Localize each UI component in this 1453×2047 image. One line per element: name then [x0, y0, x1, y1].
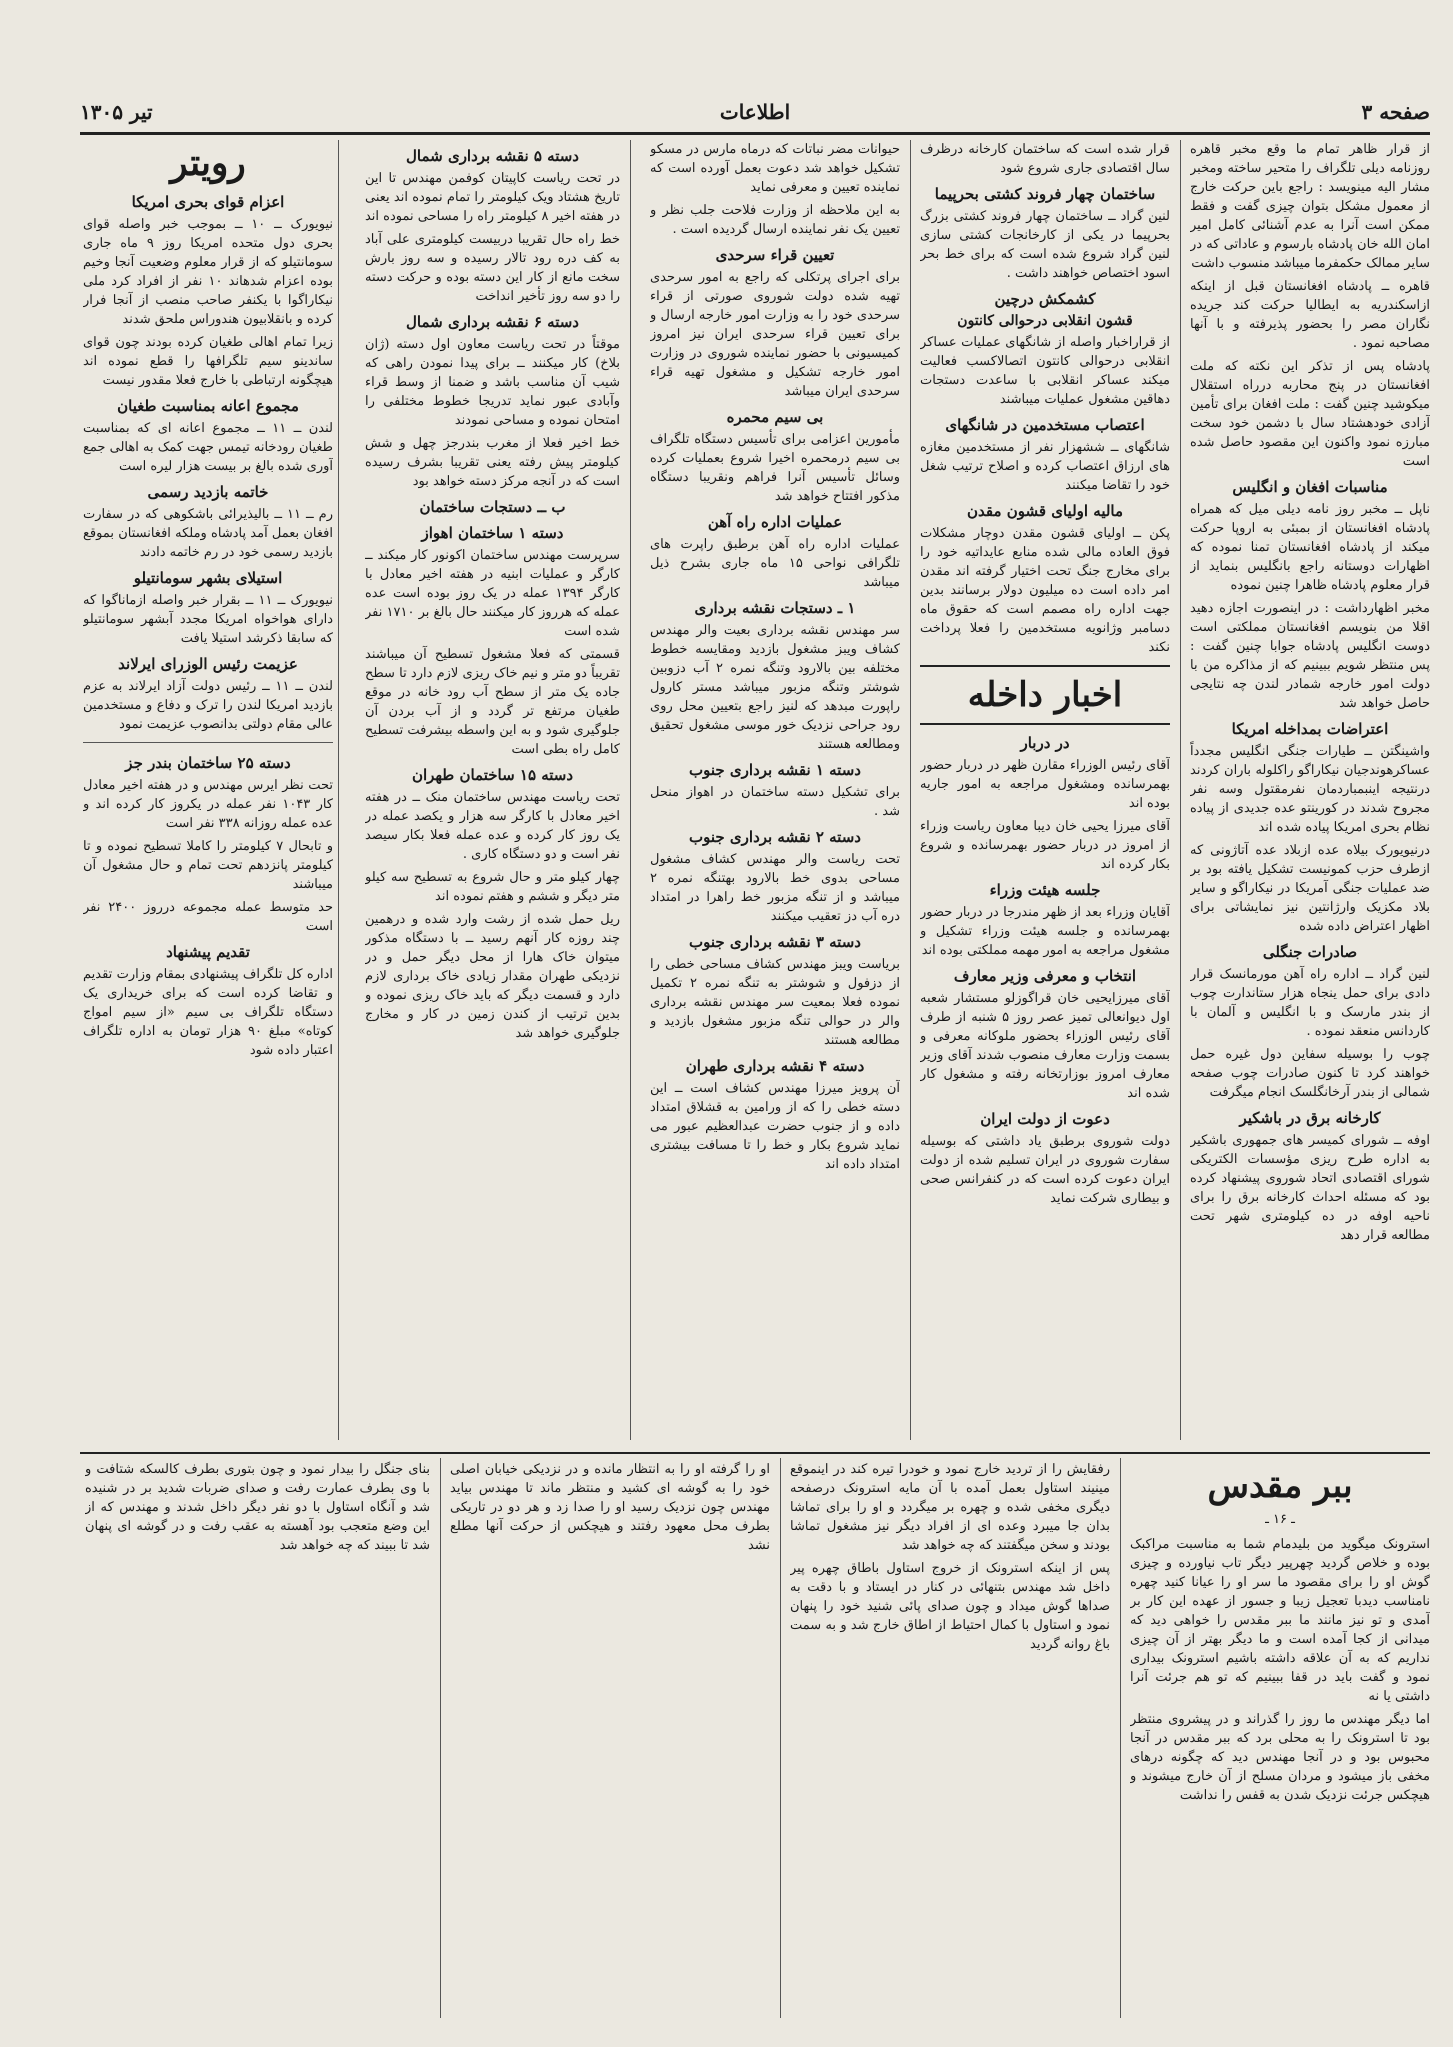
- serial-text: بنای جنگل را بیدار نمود و چون بتوری بطرف کالسکه شتافت و با وی بطرف عمارت رفت و صدای ضربات شدید بر در شنیده شد و آنگاه استاول با دو نفر دیگر داخل شدند و مهندس که از این وضع متعجب بود آهسته به عقب رفت و در گوشه ای پنهان شد تا ببیند که چه خواهد شد: [85, 1462, 430, 1553]
- headline: مالیه اولیای قشون مقدن: [966, 502, 1124, 520]
- article-text: از قراراخبار واصله از شانگهای عملیات عساکر انقلابی درحوالی کانتون اتصالاکسب فعالیت میکند عساکر انقلابی با ساعدت دستجات دهاقین مشغول عملیات میباشند: [920, 335, 1170, 407]
- article-text: پکن ــ اولیای قشون مقدن دوچار مشکلات فوق العاده مالی شده منابع عایداتیه خود را برای مخارج جنگ تحت اختیار گرفته اند مقدن امر داده است ده میلیون دولار برسانند بدین جهت اداره راه مصمم است که حقوق ماه دسامبر وژانویه مستخدمین را فعلا پرداخت نکند: [920, 526, 1170, 655]
- article-text: نیویورک ــ ۱۰ ــ بموجب خبر واصله قوای بحری دول متحده امریکا روز ۹ ماه جاری سومانتیلو که از قرار معلوم وضعیت آنجا وخیم بوده اعزام شدهاند ۱۰ نفر از افراد کرد ملی نیکاراگوا با یکنفر صاحب منصب از آنجا فرار کرده و بانقلابیون هندوراس ملحق شدند: [83, 217, 333, 327]
- article-text: لنین گراد ــ ساختمان چهار فروند کشتی بزرگ بحرپیما در یکی از کارخانجات کشتی سازی لنین گراد شروع شده است که برای خط بحر اسود اختصاص خواهند داشت .: [920, 209, 1170, 281]
- column-5: [83, 140, 333, 1450]
- column-divider: [1120, 1458, 1121, 2018]
- article-text: از قرار ظاهر تمام ما وقع مخبر قاهره روزنامه دیلی تلگراف را متحیر ساخته ومخبر مشار الیه مینویسد : راجع باین حرکت خارج از معمول مشکل بتوان چیزی گفت و فقط ممکن است آنرا به عدم آشنائی کامل امیر امان الله خان پادشاه بارسوم و عاداتی که در سایر ممالک حکمفرما میباشد منسوب داشت: [1190, 142, 1430, 271]
- headline: مناسبات افغان و انگلیس: [1232, 478, 1388, 496]
- headline: اعتراضات بمداخله امریکا: [1231, 720, 1389, 738]
- article-text: آقای میرزا یحیی خان دیبا معاون ریاست وزراء از امروز در دربار حضور بهمرسانده و شروع بکار کرده اند: [920, 819, 1170, 872]
- serial-divider: [80, 1452, 1430, 1454]
- headline: دسته ۴ نقشه برداری طهران: [685, 1057, 865, 1075]
- serial-text: رفقایش را از تردید خارج نمود و خودرا تیره کند در اینموقع مینیند استاول بعمل آمده با آن مایه استرونک درصفحه دیگری مخفی شده و چهره بر میگردد و او را برای تماشا بدان جا میبرد وعده ای از افراد دیگر نیز مشغول تماشا بودند و سخن میگفتند که چه خواهد شد: [790, 1462, 1110, 1553]
- article-text: و تابحال ۷ کیلومتر را کاملا تسطیح نموده و تا کیلومتر پانزدهم تحت تمام و حال مشغول آن میباشند: [83, 839, 333, 892]
- article-text: ریل حمل شده از رشت وارد شده و درهمین چند روزه کار آنهم رسید ــ با دستگاه مذکور میتوان خاک هارا از محل دیگر حمل و در نزدیکی طهران مقدار زیادی خاک برداری لازم دارد و قسمت دیگر که باید خاک ریزی نموده و بدین ترتیب از کندن زمین در کار و مخارج جلوگیری خواهد شد: [365, 912, 620, 1041]
- article-text: حد متوسط عمله مجموعه درروز ۲۴۰۰ نفر است: [83, 900, 333, 934]
- column-1: [1190, 140, 1430, 1450]
- headline: ب ــ دستجات ساختمان: [419, 498, 566, 516]
- article-text: قاهره ــ پادشاه افغانستان قبل از اینکه ازاسکندریه به ایطالیا حرکت کند جریده نگاران مصر را بحضور پذیرفته و با آنها مصاحبه نمود .: [1190, 279, 1430, 351]
- article-text: نیویورک ــ ۱۱ ــ بقرار خبر واصله ازماناگوا که دارای هواخواه امریکا مجدد آبشهر سومانتیلو که سابقا ذکرشد استیلا یافت: [83, 593, 333, 646]
- serial-column-4: [85, 1460, 430, 2020]
- headline: عزیمت رئیس الوزرای ایرلاند: [118, 655, 298, 673]
- article-text: قرار شده است که ساختمان کارخانه درظرف سال اقتصادی جاری شروع شود: [920, 142, 1170, 176]
- article-text: لندن ــ ۱۱ ــ رئیس دولت آزاد ایرلاند به عزم بازدید امریکا لندن را ترک و دفاع و مستخدمین عالی مقام دولتی بدانصوب عزیمت نمود: [83, 679, 333, 732]
- subheadline: قشون انقلابی درحوالی کانتون: [957, 313, 1133, 329]
- headline: دسته ۲۵ ساختمان بندر جز: [125, 754, 291, 772]
- article-text: موقتاً در تحت ریاست معاون اول دسته (ژان بلاخ) کار میکنند ــ برای پیدا نمودن راهی که شیب آن مناسب باشد و ضمنا از وسط قراء وآبادی عبور نماید تدریجا خطوط مختلفی را امتحان نموده و مساحی نمودند: [365, 337, 620, 428]
- article-text: عملیات اداره راه آهن برطبق راپرت های تلگرافی نواحی ۱۵ ماه جاری بشرح ذیل میباشد: [650, 537, 900, 590]
- column-divider: [338, 140, 339, 1440]
- serial-number: ـ ۱۶ ـ: [1265, 1512, 1295, 1527]
- article-text: خط راه حال تقریبا دربیست کیلومتری علی آباد به کف دره رود تالار رسیده و سه روز بارش سخت مانع از کار این دسته بوده و حرکت دسته را دو سه روز تأخیر انداخت: [365, 232, 620, 304]
- headline: اعزام قوای بحری امریکا: [131, 193, 285, 211]
- headline: بی سیم محمره: [726, 408, 824, 426]
- column-divider: [780, 1458, 781, 2018]
- article-box: [83, 742, 333, 936]
- headline: دسته ۲ نقشه برداری جنوب: [689, 828, 861, 846]
- article-text: سر مهندس نقشه برداری بعیت والر مهندس کشاف ویبز مشغول بازدید ومقایسه خطوط مختلفه بین بالارود وتنگه نمره ۲ آب دزوبین شوشتر وتنگه مزبور میباشد مستر کارول راپورت مبدهد که لنیز راجع بتعیین محل روی رود جراحی نزدیک خور موسی مشغول تحقیق ومطالعه هستند: [650, 623, 900, 752]
- article-text: تحت ریاست مهندس ساختمان منک ــ در هفته اخیر معادل با کارگر سه هزار و یکصد عمله در یک روز کار کرده و عده عمله فعلا بکار سیصد نفر است و دو دستگاه کاری .: [365, 790, 620, 862]
- article-text: ناپل ــ مخبر روز نامه دیلی میل که همراه پادشاه افغانستان از بمبئی به اروپا حرکت میکند از پادشاه افغانستان تمنا نموده که اظهارات دوستانه راجع بانگلیس بنماید از قرار معلوم پادشاه ظاهرا چنین نموده: [1190, 502, 1430, 593]
- article-text: سرپرست مهندس ساختمان اکونور کار میکند ــ کارگر و عملیات ابنیه در هفته اخیر معادل با کارگر ۱۳۹۴ عمله در یک روز بوده است عده عمله که هرروز کار میکنند حال بالغ بر ۱۷۱۰ نفر شده است: [365, 548, 620, 639]
- headline: مجموع اعانه بمناسبت طغیان: [117, 397, 299, 415]
- serial-text: او را گرفته او را به انتظار مانده و در نزدیکی خیابان اصلی خود را به گوشه ای کشید و منتظر ماند تا مهندس بیاید مهندس چون نزدیک رسید او را صدا زد و هر دو در تاریکی بطرف محل معهود رفتند و هیچکس از حرکت آنها مطلع نشد: [450, 1462, 770, 1553]
- article-text: شانگهای ــ ششهزار نفر از مستخدمین مغازه های ارزاق اعتصاب کرده و اصلاح ترتیب شغل خود را تقاضا میکنند: [920, 440, 1170, 493]
- headline: استیلای بشهر سومانتیلو: [133, 569, 283, 587]
- article-text: رم ــ ۱۱ ــ بالیذیرائی باشکوهی که در سفارت افغان بعمل آمد پادشاه وملکه افغانستان بموقع بازدید رسمی خود در رم خاتمه دادند: [83, 507, 333, 560]
- column-3: [650, 140, 900, 1450]
- article-text: برای تشکیل دسته ساختمان در اهواز منحل شد .: [650, 785, 900, 819]
- article-text: به این ملاحظه از وزارت فلاحت جلب نظر و تعیین یک نفر نماینده ارسال گردیده است .: [650, 203, 900, 237]
- article-text: تحت ریاست والر مهندس کشاف مشغول مساحی بدوی خط بالارود بهتنگه نمره ۲ میباشد و از تنگه مزبور خط راهرا در امتداد دره آب دز تعقیب میکنند: [650, 852, 900, 924]
- article-text: دولت شوروی برطبق یاد داشتی که بوسیله سفارت شوروی در ایران تسلیم شده از دولت ایران دعوت کرده است که در کنفرانس صحی و بیطاری شرکت نماید: [920, 1134, 1170, 1206]
- headline: انتخاب و معرفی وزیر معارف: [953, 967, 1137, 985]
- article-text: قسمتی که فعلا مشغول تسطیح آن میباشند تقریباً دو متر و نیم خاک ریزی لازم دارد تا سطح جاده یک متر از سطح آب رود خانه در موقع طغیان مرتفع تر گردد و از آب بردن آن جلوگیری شود و به این واسطه بیشرفت تسطیح کامل راه بطی است: [365, 647, 620, 757]
- article-text: آن پرویز میرزا مهندس کشاف است ــ این دسته خطی را که از ورامین به قشلاق امتداد داده و از جنوب حضرت عبدالعظیم عبور می نماید شروع بکار و خط را تا مسافت بیشتری امتداد داده اند: [650, 1081, 900, 1172]
- masthead: [80, 100, 1430, 130]
- article-text: برای اجرای پرتکلی که راجع به امور سرحدی تهیه شده دولت شوروی صورتی از قراء سرحدی خود را به وزارت امور خارجه ارسال و برای تعیین قراء سرحدی ایران نیز امروز کمیسیونی با حضور نماینده شوروی در وزارت امور خارجه تشکیل و مشغول تهیه قراء سرحدی ایران میباشد: [650, 270, 900, 399]
- column-divider: [1180, 140, 1181, 1440]
- article-text: پادشاه پس از تذکر این نکته که ملت افغانستان در پنج محاربه درراه استقلال میکوشید چنین گفت : ملت افغان برای تأمین آزادی خودهشتاد سال با دشمن خود سخت مبارزه نمود واکنون این مقصود حاصل شده است: [1190, 359, 1430, 469]
- headline: خاتمه بازدید رسمی: [147, 483, 269, 501]
- headline: کارخانه برق در باشکیر: [1239, 1109, 1381, 1127]
- serial-column-3: [450, 1460, 770, 2020]
- article-text: لندن ــ ۱۱ ــ مجموع اعانه ای که بمناسبت طغیان رودخانه تیمس جهت کمک به اهالی جمع آوری شده بالغ بر بیست هزار لیره است: [83, 421, 333, 474]
- article-text: چوب را بوسیله سفاین دول غیره حمل خواهند کرد تا کنون صادرات چوب صفحه شمالی از بندر آرخانگلسک انجام میگرفت: [1190, 1047, 1430, 1100]
- masthead-rule: [80, 132, 1430, 135]
- headline: صادرات جنگلی: [1262, 943, 1358, 961]
- article-text: مأمورین اعزامی برای تأسیس دستگاه تلگراف بی سیم درمحمره اخیرا شروع بعملیات کرده وسائل تأسیس آنرا فراهم ونقریبا دستگاه مذکور افتتاح خواهد شد: [650, 432, 900, 504]
- headline: عملیات اداره راه آهن: [707, 513, 843, 531]
- column-2: [920, 140, 1170, 1450]
- article-text: چهار کیلو متر و حال شروع به تسطیح سه کیلو متر دیگر و ششم و هفتم نموده اند: [365, 870, 620, 904]
- serial-column-1: [1130, 1460, 1430, 2020]
- article-text: واشینگتن ــ طیارات جنگی انگلیس مجدداً عساکرهوندجیان نیکاراگو راکلوله باران کردند درنتیجه اینبمباردمان نفرمقتول وسه نفر مجروح شدند در کورینتو عده جدیدی از پیاده نظام بحری امریکا پیاده شده اند: [1190, 744, 1430, 835]
- headline: ساختمان چهار فروند کشتی بحرپیما: [934, 185, 1156, 203]
- serial-title: ببر مقدس: [1207, 1466, 1353, 1506]
- column-divider: [910, 140, 911, 1440]
- article-text: بریاست ویبز مهندس کشاف مساحی خطی را از دزفول و شوشتر به تنگه نمره ۲ تکمیل نموده فعلا بمعیت سر مهندس نقشه برداری والر در حوالی تنگه مزبور مشغول بازدید و مطالعه هستند: [650, 957, 900, 1048]
- headline: در دربار: [1020, 734, 1070, 752]
- article-text: در تحت ریاست کاپیتان کوفمن مهندس تا این تاریخ هشتاد ویک کیلومتر را تمام نموده اند یعنی در هفته اخیر ۸ کیلومتر راه را مساحی نموده اند: [365, 171, 620, 224]
- headline: دسته ۳ نقشه برداری جنوب: [689, 933, 861, 951]
- article-text: خط اخیر فعلا از مغرب بندرجز چهل و شش کیلومتر پیش رفته یعنی تقریبا بشرف رسیده است که در آنجه مرکز دسته خواهد بود: [365, 436, 620, 489]
- column-divider: [440, 1458, 441, 2018]
- article-text: درنیویورک بیلاه عده ازبلاد عده آتاژونی که ازطرف حزب کمونیست تشکیل یافته بود بر ضد عملیات جنگی آمریکا در نیکاراگو و سایر بلاد مکزیک وارژانتین نیز نمایشاتی برای اظهار اعتراض داده شده: [1190, 843, 1430, 934]
- headline: کشمکش درچین: [994, 290, 1096, 308]
- article-text: آقایان وزراء بعد از ظهر مندرجا در دربار حضور بهمرسانده و جلسه هیئت وزراء تشکیل و مشغول مراجعه به امور مهمه مملکتی بوده اند: [920, 905, 1170, 958]
- headline: دسته ۱ نقشه برداری جنوب: [689, 761, 861, 779]
- serial-text: اما دیگر مهندس ما روز را گذراند و در پیشروی منتظر بود تا استرونک را به محلی برد که ببر مقدس در آنجا محبوس بود و در آنجا مهندس دید که چگونه درهای مخفی باز میشود و مردان مسلح از آن خارج میشوند و هیچکس جرئت نزدیک شدن به قفس را نداشت: [1130, 1712, 1430, 1803]
- article-text: تحت نظر ایرس مهندس و در هفته اخیر معادل کار ۱۰۴۳ نفر عمله در یکروز کار کرده اند و عده عمله روزانه ۳۳۸ نفر است: [83, 778, 333, 831]
- section-title: رویتر: [170, 142, 246, 184]
- headline: تعیین قراء سرحدی: [715, 246, 835, 264]
- page-number: صفحه ۳: [1361, 100, 1430, 124]
- article-text: لنین گراد ــ اداره راه آهن مورمانسک قرار دادی برای حمل ینجاه هزار ستاندارت چوب از بندر مارسک و با انگلیس و آلمان با کاردانس منعقد نموده .: [1190, 967, 1430, 1039]
- article-text: مخبر اظهارداشت : در اینصورت اجازه دهید اقلا من بنویسم افغانستان مملکتی است دوست انگلیس پادشاه جوابا چنین گفت : پس منتظر شویم ببینیم که از مذاکره من با دولت امور خارجه شمادر لندن چه نتایجی حاصل خواهد شد: [1190, 601, 1430, 711]
- column-4: [365, 140, 620, 1450]
- serial-column-2: [790, 1460, 1110, 2020]
- headline: دسته ۶ نقشه برداری شمال: [406, 313, 579, 331]
- headline: دسته ۱۵ ساختمان طهران: [411, 766, 574, 784]
- section-banner: اخبار داخله: [920, 665, 1170, 725]
- article-text: اداره کل تلگراف پیشنهادی بمقام وزارت تقدیم و تقاضا کرده است که برای خریداری یک دستگاه تلگراف بی سیم «از سیم امواج کوتاه» مبلغ ۹۰ هزار تومان به اداره تلگراف اعتبار داده شود: [83, 967, 333, 1058]
- issue-date: تیر ۱۳۰۵: [80, 100, 153, 124]
- headline: اعتصاب مستخدمین در شانگهای: [945, 416, 1145, 434]
- headline: ۱ ـ دستجات نقشه برداری: [694, 599, 856, 617]
- paper-name: اطلاعات: [719, 100, 791, 124]
- column-divider: [630, 140, 631, 1440]
- serial-text: پس از اینکه استرونک از خروج استاول باطاق چهره پیر داخل شد مهندس بتنهائی در کنار در ایستاد و با دقت به صداها گوش میداد و چون صدای پائی شنید خود را پنهان نمود و استاول با کمال احتیاط از اطاق خارج شد و به سمت باغ روانه گردید: [790, 1561, 1110, 1652]
- headline: تقدیم پیشنهاد: [166, 943, 250, 961]
- headline: جلسه هیئت وزراء: [989, 881, 1101, 899]
- headline: دعوت از دولت ایران: [980, 1110, 1110, 1128]
- article-text: آقای میرزایحیی خان قراگوزلو مستشار شعبه اول دیوانعالی تمیز عصر روز ۵ شنبه از طرف آقای رئیس الوزراء بحضور ملوکانه معرفی و بسمت وزارت معارف منصوب شدند آقای وزیر معارف امروز بوزارتخانه رفته و مشغول کار شده اند: [920, 991, 1170, 1101]
- serial-text: استرونک میگوید من بلیدمام شما به مناسبت مراکبک بوده و خلاص گردید چهرپیر دیگر تاب نیاورده و چیزی گوش او را برای مقصود ما سر او را عیانا کنید چهره نامناسب دیدبا تعجیل زیبا و جسور از عهده این کار بر آمدی و تو نیز مانند ما ببر مقدس را خواهی دید که میدانی از کجا آمده است و ما دیگر بهتر از آن چیزی نداریم که به آن علاقه داشته باشیم استرونک بیداری نمود و گفت باید در قفا ببینیم که تو هم جرئت آنرا داشتی یا نه: [1130, 1537, 1430, 1704]
- article-text: اوفه ــ شورای کمیسر های جمهوری باشکیر به اداره طرح ریزی مؤسسات الکتریکی شورای اقتصادی اتحاد شوروی پیشنهاد کرده بود که مسئله احداث کارخانه برق را برای ناحیه اوفه در ده کیلومتری شهر تحت مطالعه قرار دهد: [1190, 1133, 1430, 1243]
- headline: دسته ۱ ساختمان اهواز: [421, 524, 564, 542]
- article-text: زیرا تمام اهالی طغیان کرده بودند چون قوای ساندینو سیم تلگرافها را قطع نموده اند هیچگونه ارتباطی با خارج فعلا مقدور نیست: [83, 335, 333, 388]
- article-text: آقای رئیس الوزراء مقارن ظهر در دربار حضور بهمرسانده ومشغول مراجعه به امور جاریه بوده اند: [920, 758, 1170, 811]
- headline: دسته ۵ نقشه برداری شمال: [406, 147, 579, 165]
- article-text: حیوانات مضر نباتات که درماه مارس در مسکو تشکیل خواهد شد دعوت بعمل آورده است که نماینده تعیین و معرفی نماید: [650, 142, 900, 195]
